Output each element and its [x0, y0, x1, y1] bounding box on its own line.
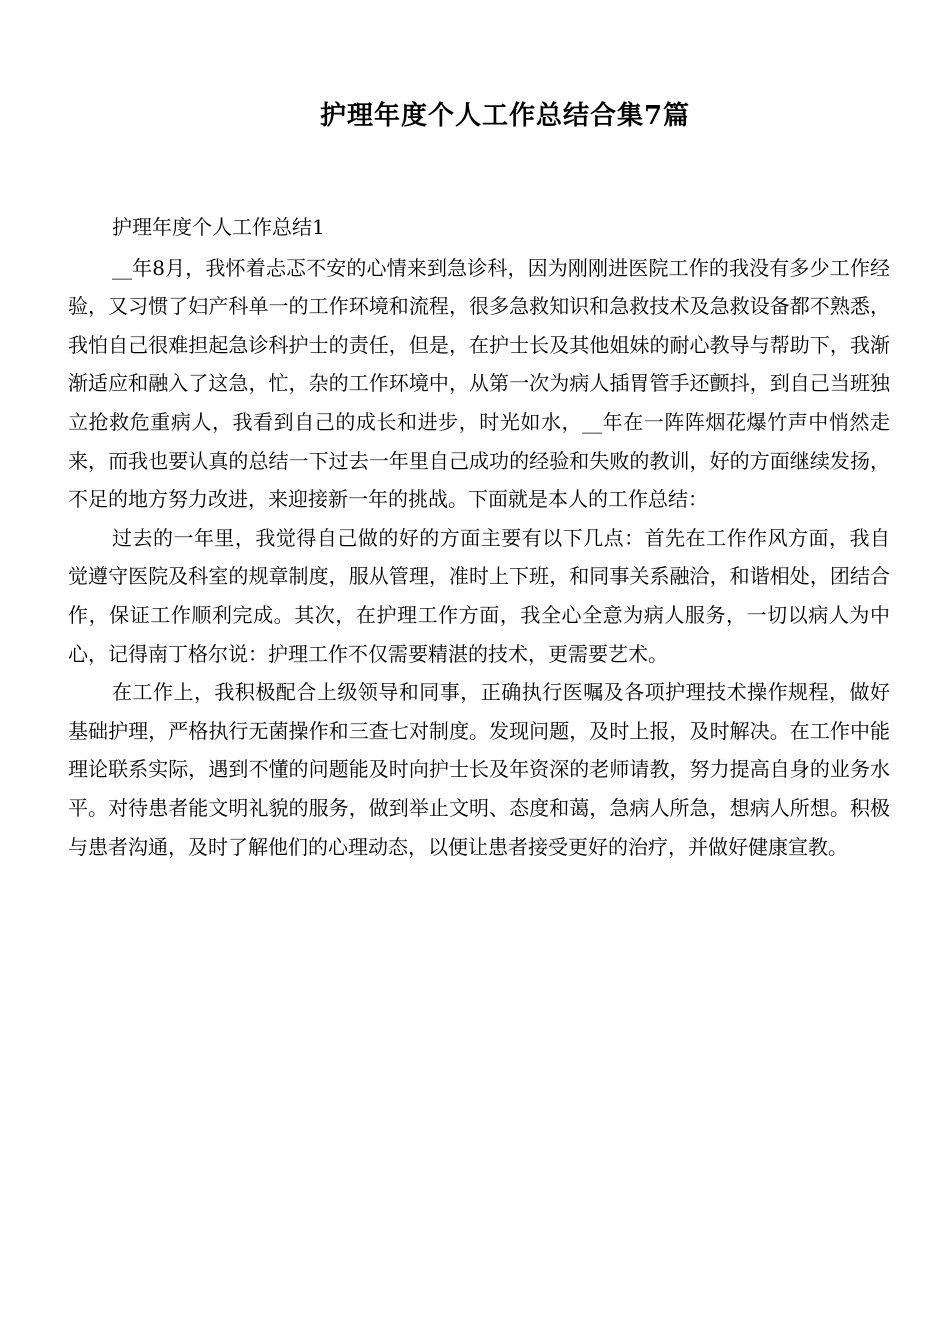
- body-paragraph: 过去的一年里，我觉得自己做的好的方面主要有以下几点：首先在工作作风方面，我自觉遵守医院及科室的规章制度，服从管理，准时上下班，和同事关系融洽，和谐相处，团结合作，保证工作顺利完成。其次，在护理工作方面，我全心全意为病人服务，一切以病人为中心，记得南丁格尔说：护理工作不仅需要精湛的技术，更需要艺术。: [68, 525, 890, 666]
- body-paragraph: __年8月，我怀着忐忑不安的心情来到急诊科，因为刚刚进医院工作的我没有多少工作经验，又习惯了妇产科单一的工作环境和流程，很多急救知识和急救技术及急救设备都不熟悉，我怕自己很难担起急诊科护士的责任，但是，在护士长及其他姐妹的耐心教导与帮助下，我渐渐适应和融入了这急，忙，杂的工作环境中，从第一次为病人插胃管手还颤抖，到自己当班独立抢救危重病人，我看到自己的成长和进步，时光如水，__年在一阵阵烟花爆竹声中悄然走来，而我也要认真的总结一下过去一年里自己成功的经验和失败的教训，好的方面继续发扬，不足的地方努力改进，来迎接新一年的挑战。下面就是本人的工作总结：: [68, 255, 890, 512]
- body-paragraph: 在工作上，我积极配合上级领导和同事，正确执行医嘱及各项护理技术操作规程，做好基础护理，严格执行无菌操作和三查七对制度。发现问题，及时上报，及时解决。在工作中能理论联系实际，遇到不懂的问题能及时向护士长及年资深的老师请教，努力提高自身的业务水平。对待患者能文明礼貌的服务，做到举止文明、态度和蔼，急病人所急，想病人所想。积极与患者沟通，及时了解他们的心理动态，以便让患者接受更好的治疗，并做好健康宣教。: [68, 680, 890, 859]
- document-title: 护理年度个人工作总结合集7篇: [319, 101, 691, 131]
- document-body: [68, 208, 890, 866]
- section-heading: 护理年度个人工作总结1: [112, 215, 325, 239]
